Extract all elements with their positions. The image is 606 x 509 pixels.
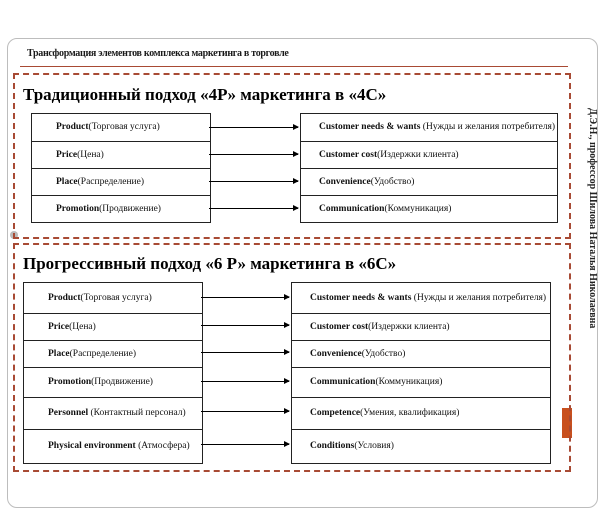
progressive-6p-row [24,367,202,397]
progressive-6c-row [292,313,550,340]
header-divider [20,66,568,67]
arrow-connector [209,154,298,155]
traditional-4p-row [32,195,210,222]
traditional-4p-row [32,114,210,141]
desc: (Условия) [354,441,394,451]
progressive-6p-row [24,313,202,340]
arrow-connector [209,127,298,128]
term: Communication [310,377,376,387]
desc: (Издержки клиента) [368,321,450,332]
progressive-6p-row [24,429,202,463]
traditional-4c-row [301,141,557,168]
term: Convenience [310,348,362,359]
desc: (Торговая услуга) [80,292,152,303]
desc: (Цена) [77,149,104,160]
section-progressive-title: Прогрессивный подход «6 Р» маркетинга в «6С» [23,254,397,273]
author-vertical-text: Д.Э.Н., профессор Шилова Наталья Николаевна [587,108,598,329]
term: Competence [310,408,361,418]
traditional-4p-row [32,141,210,168]
arrow-connector [201,381,289,382]
arrow-connector [201,352,289,353]
desc: (Издержки клиента) [377,149,459,160]
progressive-6c-row [292,283,550,313]
desc: (Распределение) [77,176,145,187]
progressive-6p-box [23,282,203,464]
arrow-connector [201,297,289,298]
desc: (Распределение) [69,348,137,359]
arrow-connector [201,325,289,326]
progressive-6p-row [24,283,202,313]
term: Communication [319,203,385,214]
desc: (Атмосфера) [135,441,190,451]
term: Customer needs & wants [319,122,421,132]
term: Personnel [48,408,89,418]
desc: (Коммуникация) [384,203,452,214]
term: Conditions [310,441,355,451]
section-traditional-title: Традиционный подход «4P» маркетинга в «4С» [23,85,387,104]
traditional-4c-row [301,195,557,222]
term: Place [56,176,78,187]
term: Physical environment [48,441,136,451]
progressive-6c-row [292,367,550,397]
term: Convenience [319,176,371,187]
term: Price [48,321,70,332]
term: Customer cost [319,149,378,160]
arrow-connector [209,208,298,209]
term: Promotion [56,203,100,214]
desc: (Торговая услуга) [88,122,160,132]
progressive-6c-row [292,429,550,463]
progressive-6c-row [292,397,550,429]
term: Customer cost [310,321,369,332]
desc: (Продвижение) [91,377,153,387]
desc: (Умения, квалификация) [360,408,460,418]
desc: (Контактный персонал) [88,408,186,418]
arrow-connector [209,181,298,182]
progressive-6p-row [24,397,202,429]
term: Product [48,292,81,303]
term: Product [56,122,89,132]
traditional-4p-box [31,113,211,223]
progressive-6c-row [292,340,550,367]
desc: (Продвижение) [99,203,161,214]
header-title: Трансформация элементов комплекса маркетинга в торговле [27,48,289,59]
term: Place [48,348,70,359]
traditional-4c-box [300,113,558,223]
traditional-4c-row [301,114,557,141]
term: Customer needs & wants [310,292,412,303]
desc: (Коммуникация) [375,377,443,387]
progressive-6c-box [291,282,551,464]
desc: (Цена) [69,321,96,332]
desc: (Нужды и желания потребителя) [420,122,556,132]
desc: (Удобство) [370,176,415,187]
arrow-connector [201,411,289,412]
progressive-6p-row [24,340,202,367]
traditional-4c-row [301,168,557,195]
term: Price [56,149,78,160]
desc: (Нужды и желания потребителя) [411,292,547,303]
arrow-connector [201,444,289,445]
traditional-4p-row [32,168,210,195]
term: Promotion [48,377,92,387]
desc: (Удобство) [361,348,406,359]
